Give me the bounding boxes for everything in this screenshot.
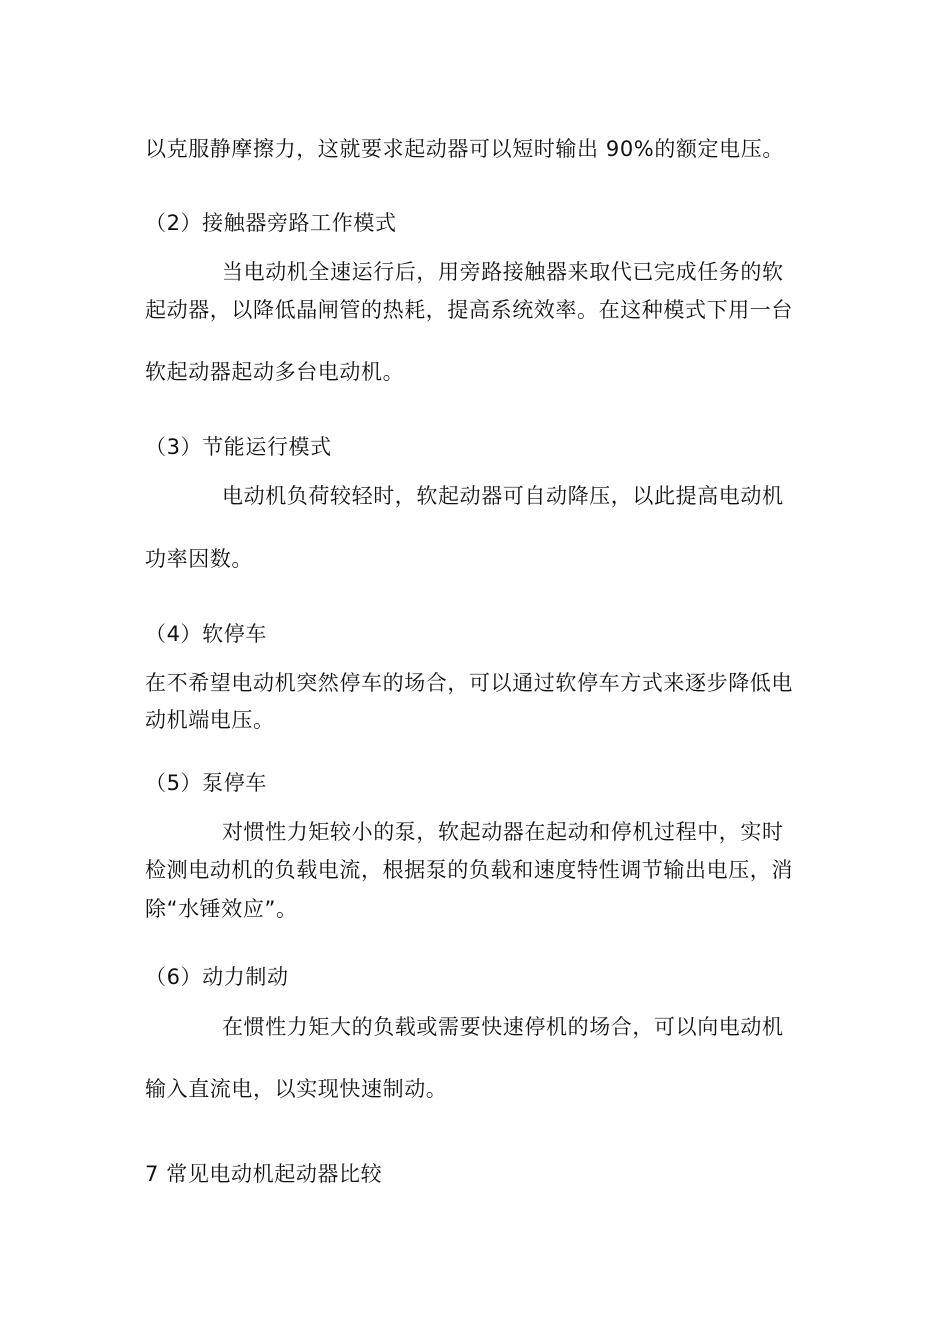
paragraph-line: 电动机负荷较轻时，软起动器可自动降压，以此提高电动机 [222,484,784,508]
paragraph-line: 检测电动机的负载电流，根据泵的负载和速度特性调节输出电压，消 [145,858,793,882]
paragraph-line: 除“水锤效应”。 [145,897,298,921]
section-heading-6: （6）动力制动 [145,965,289,989]
paragraph-line: 输入直流电，以实现快速制动。 [145,1077,448,1101]
section-heading-5: （5）泵停车 [145,771,267,795]
paragraph-line: 以克服静摩擦力，这就要求起动器可以短时输出 90%的额定电压。 [145,137,784,161]
paragraph-line: 在惯性力矩大的负载或需要快速停机的场合，可以向电动机 [222,1015,784,1039]
paragraph-line: 动机端电压。 [145,708,275,732]
paragraph-line: 当电动机全速运行后，用旁路接触器来取代已完成任务的软 [222,260,784,284]
chapter-heading-7: 7 常见电动机起动器比较 [145,1162,383,1186]
paragraph-line: 对惯性力矩较小的泵，软起动器在起动和停机过程中，实时 [222,820,784,844]
paragraph-line: 在不希望电动机突然停车的场合，可以通过软停车方式来逐步降低电 [145,671,793,695]
section-heading-2: （2）接触器旁路工作模式 [145,211,397,235]
paragraph-line: 起动器，以降低晶闸管的热耗，提高系统效率。在这种模式下用一台 [145,298,793,322]
section-heading-4: （4）软停车 [145,622,267,646]
section-heading-3: （3）节能运行模式 [145,435,332,459]
paragraph-line: 功率因数。 [145,547,253,571]
paragraph-line: 软起动器起动多台电动机。 [145,360,405,384]
